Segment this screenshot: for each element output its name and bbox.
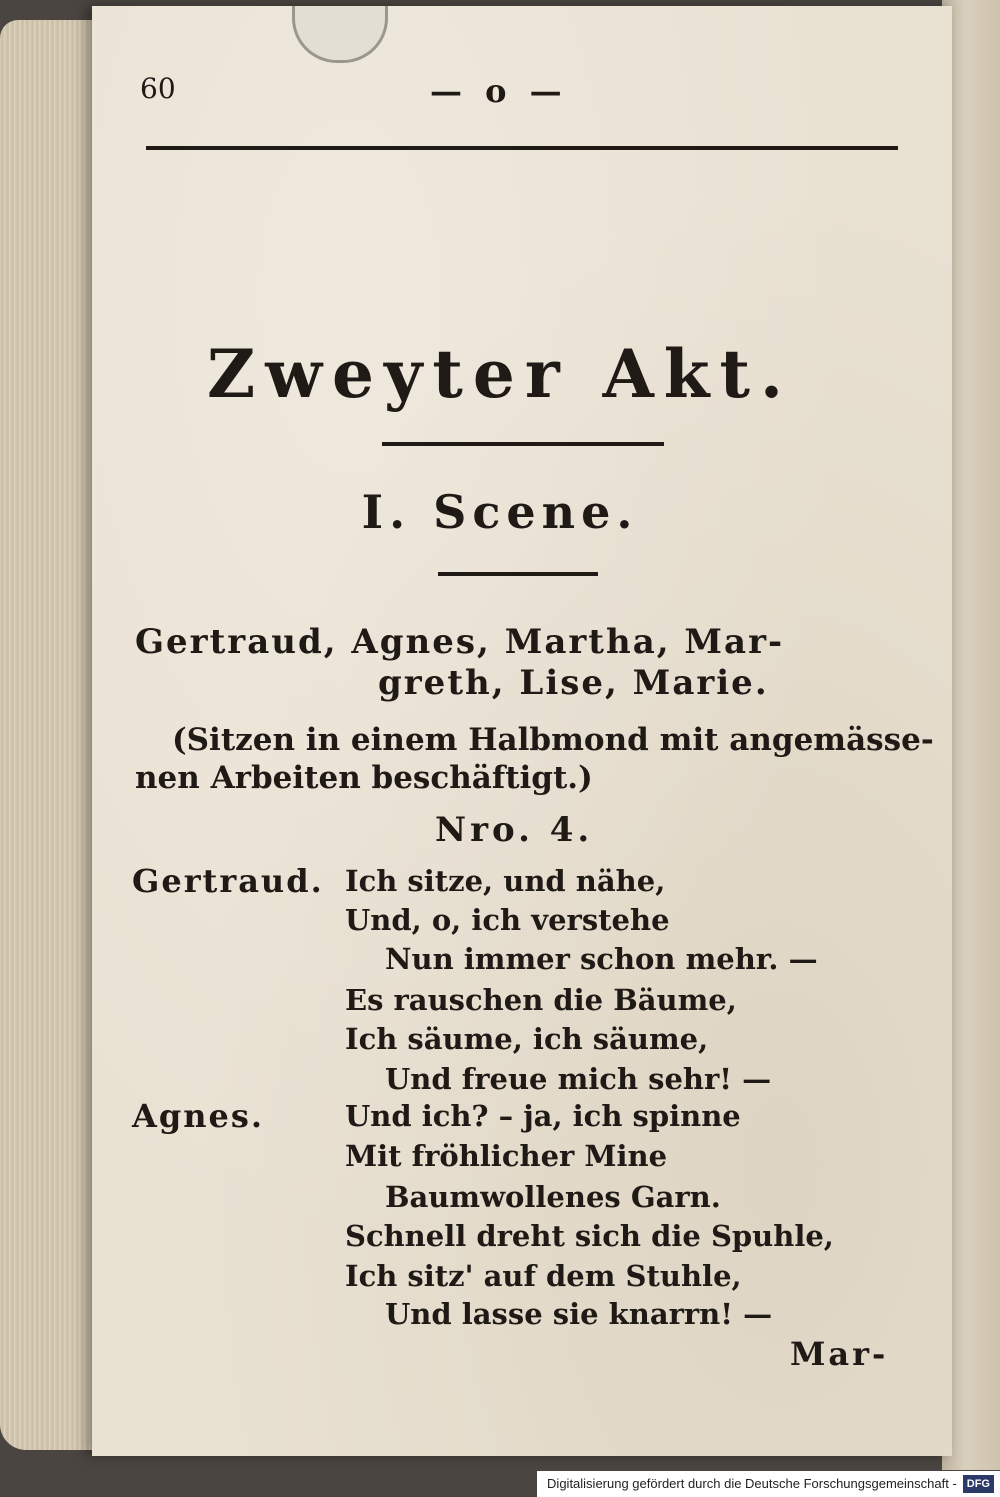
verse-line: Schnell dreht sich die Spuhle, xyxy=(345,1219,834,1253)
header-ornament: — o — xyxy=(430,72,568,110)
verse-line: Ich sitz' auf dem Stuhle, xyxy=(345,1259,742,1293)
verse-line: Es rauschen die Bäume, xyxy=(345,983,737,1017)
verse-line: Ich sitze, und nähe, xyxy=(345,864,666,898)
footer-credit: Digitalisierung gefördert durch die Deutsche Forschungsgemeinschaft - xyxy=(547,1476,957,1491)
song-number: Nro. 4. xyxy=(435,810,594,850)
verse-line: Und ich? – ja, ich spinne xyxy=(345,1099,741,1133)
speaker-gertraud: Gertraud. xyxy=(132,862,324,900)
verse-line: Und, o, ich verstehe xyxy=(345,903,670,937)
scene-title: I. Scene. xyxy=(361,485,639,539)
verse-line: Mit fröhlicher Mine xyxy=(345,1139,668,1173)
character-list-line-1: Gertraud, Agnes, Martha, Mar- xyxy=(135,622,785,662)
page-number: 60 xyxy=(140,72,176,105)
verse-line: Und freue mich sehr! — xyxy=(385,1062,772,1096)
stage-direction-line-1: (Sitzen in einem Halbmond mit angemässe- xyxy=(172,722,934,758)
act-rule xyxy=(382,442,664,446)
character-list-line-2: greth, Lise, Marie. xyxy=(378,663,769,703)
speaker-agnes: Agnes. xyxy=(132,1097,264,1135)
verse-line: Ich säume, ich säume, xyxy=(345,1022,709,1056)
verse-line: Und lasse sie knarrn! — xyxy=(385,1297,773,1331)
scene-rule xyxy=(438,572,598,576)
digitization-footer xyxy=(537,1471,1000,1497)
stage-direction-line-2: nen Arbeiten beschäftigt.) xyxy=(135,760,593,796)
book-clip xyxy=(292,6,388,63)
act-title: Zweyter Akt. xyxy=(207,335,793,413)
catchword: Mar- xyxy=(790,1335,889,1373)
dfg-logo: DFG xyxy=(963,1475,994,1493)
verse-line: Baumwollenes Garn. xyxy=(385,1180,721,1214)
verse-line: Nun immer schon mehr. — xyxy=(385,942,818,976)
header-rule xyxy=(146,146,898,150)
